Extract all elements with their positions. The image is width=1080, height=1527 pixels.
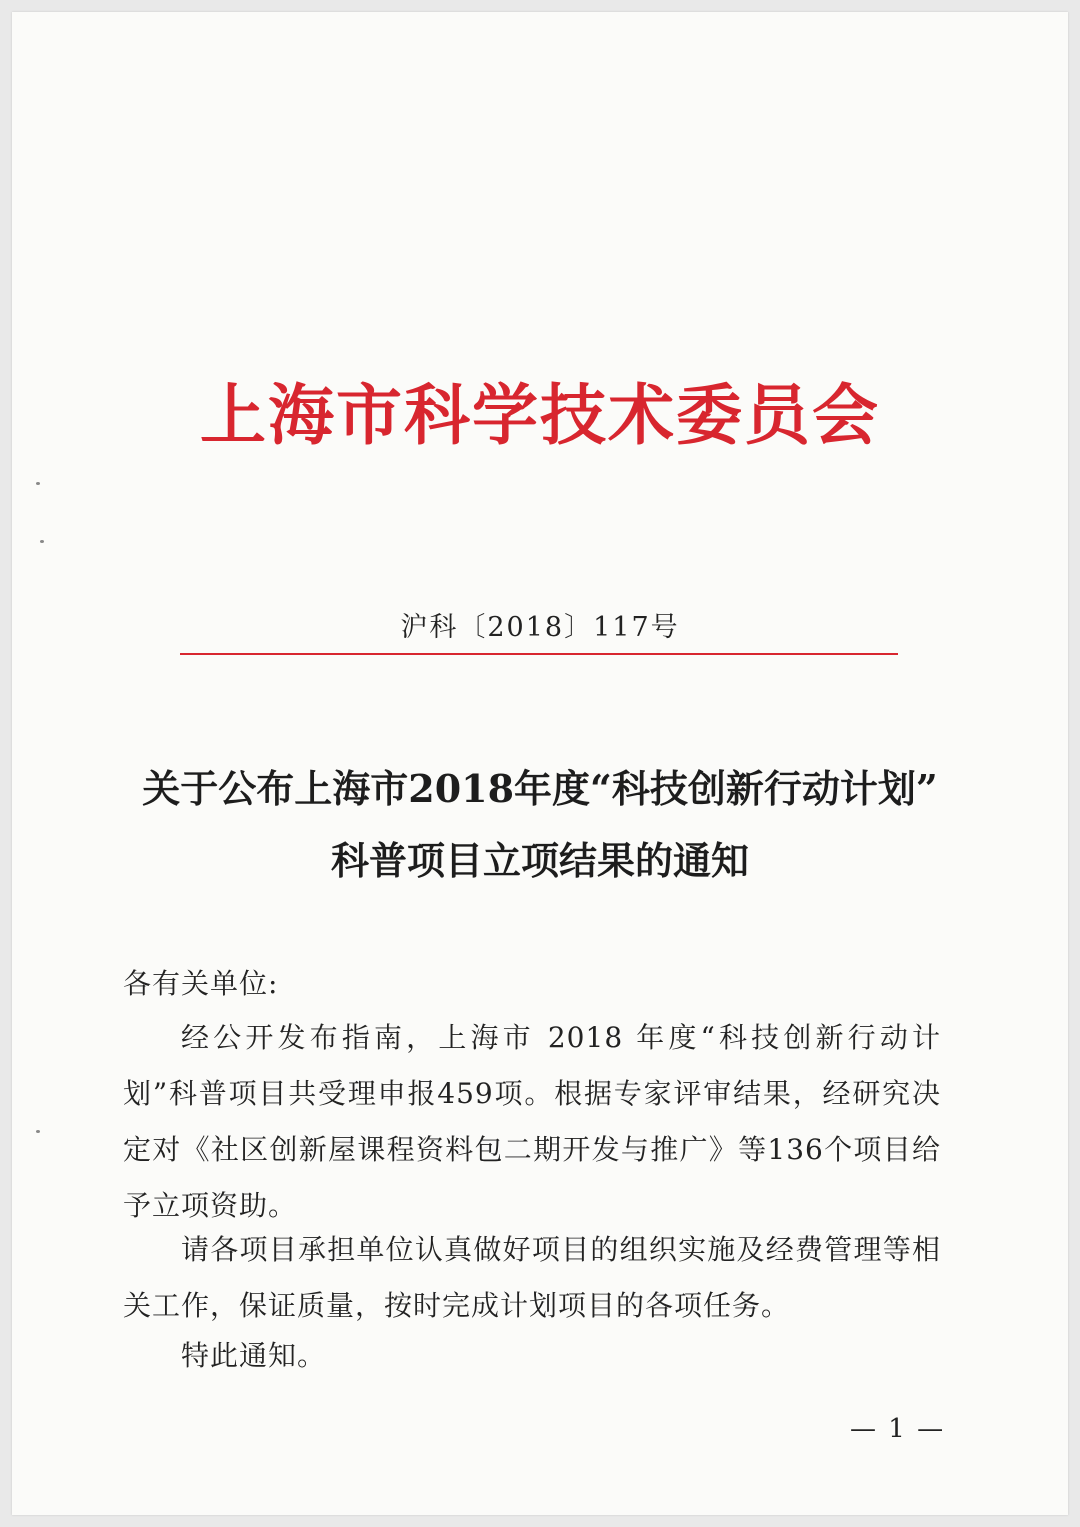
scan-speck: [36, 482, 40, 485]
red-divider-line: [180, 653, 898, 655]
closing-paragraph: 特此通知。: [181, 1339, 327, 1372]
notice-title-line-2: 科普项目立项结果的通知: [330, 838, 749, 883]
body-paragraph-2: 请各项目承担单位认真做好项目的组织实施及经费管理等相关工作，保证质量，按时完成计划项目的各项任务。: [123, 1233, 941, 1322]
scan-speck: [40, 540, 44, 543]
page-number: — 1 —: [850, 1414, 946, 1444]
issuing-authority-title: 上海市科学技术委员会: [200, 376, 880, 454]
document-number: 沪科〔2018〕117号: [400, 612, 680, 643]
salutation: 各有关单位:: [123, 967, 279, 1000]
body-paragraph-1: 经公开发布指南，上海市 2018 年度“科技创新行动计划”科普项目共受理申报459项。根据专家评审结果，经研究决定对《社区创新屋课程资料包二期开发与推广》等136个项目给予立项资助。: [123, 1021, 941, 1222]
scan-speck: [36, 1130, 40, 1133]
notice-title-line-1: 关于公布上海市2018年度“科技创新行动计划”: [142, 766, 938, 811]
